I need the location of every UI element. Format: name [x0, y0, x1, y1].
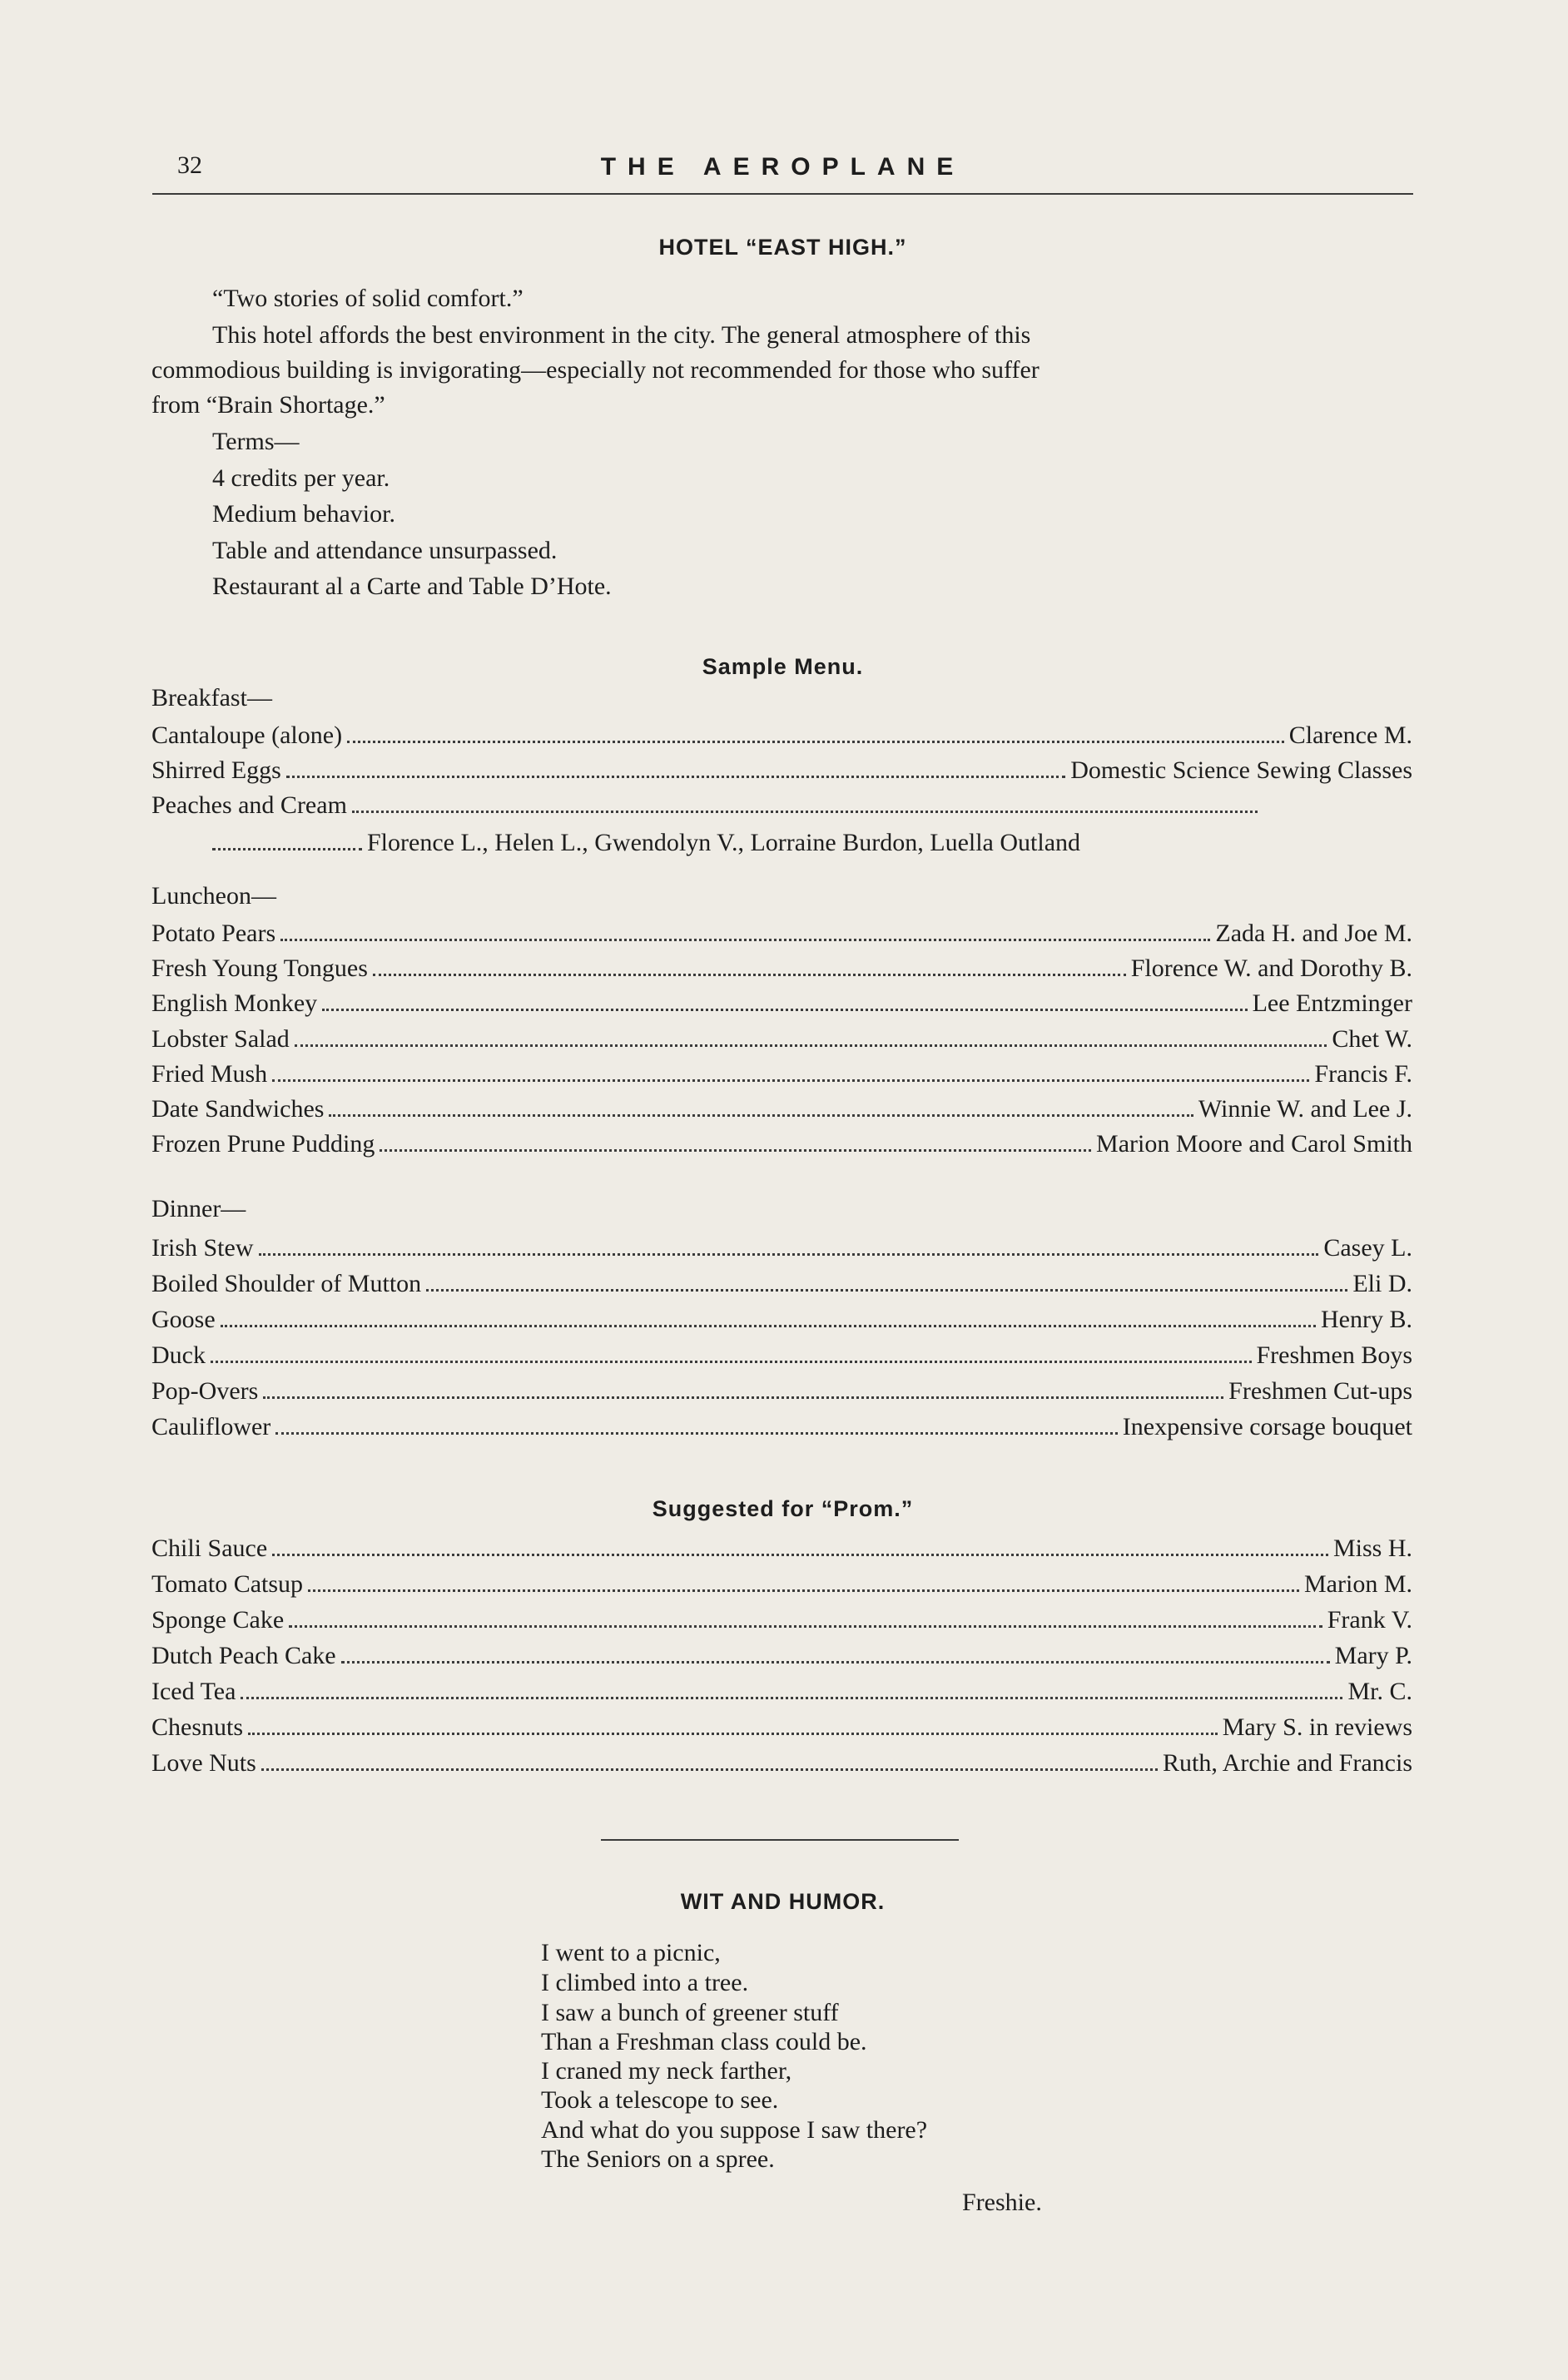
dot-leader [221, 1305, 1316, 1327]
terms-label: Terms— [212, 428, 300, 455]
dish-name: Frozen Prune Pudding [151, 1130, 375, 1158]
guest-name: Winnie W. and Lee J. [1198, 1095, 1412, 1123]
section-divider [601, 1839, 959, 1841]
dot-leader [352, 791, 1258, 813]
menu-entry [151, 1024, 1412, 1059]
menu-entry [151, 1677, 1412, 1712]
poem-line: Took a telescope to see. [541, 2086, 779, 2114]
guest-name: Frank V. [1327, 1606, 1412, 1634]
dish-name: Love Nuts [151, 1749, 256, 1777]
menu-entry [151, 1341, 1412, 1376]
poem-line: And what do you suppose I saw there? [541, 2116, 928, 2144]
guest-name: Ruth, Archie and Francis [1163, 1749, 1412, 1777]
menu-entry [151, 1412, 1412, 1447]
guest-name: Francis F. [1314, 1060, 1412, 1088]
dot-leader [308, 1569, 1299, 1592]
menu-entry [151, 1534, 1412, 1569]
journal-title: THE AEROPLANE [600, 153, 965, 181]
dish-name: Potato Pears [151, 920, 276, 947]
dish-name: Tomato Catsup [151, 1570, 304, 1598]
guest-name: Marion M. [1304, 1570, 1412, 1598]
menu-entry [151, 1305, 1412, 1340]
dot-leader [241, 1677, 1342, 1699]
menu-heading: Sample Menu. [702, 654, 864, 679]
hotel-tagline: “Two stories of solid comfort.” [212, 285, 523, 312]
wit-heading: WIT AND HUMOR. [680, 1889, 886, 1914]
page-number: 32 [177, 151, 202, 179]
poem-line: The Seniors on a spree. [541, 2145, 775, 2173]
dish-name: Irish Stew [151, 1234, 254, 1262]
guest-name: Lee Entzminger [1252, 989, 1412, 1017]
dish-name: Fried Mush [151, 1060, 268, 1088]
menu-entry [151, 989, 1412, 1024]
meal-label-breakfast: Breakfast— [151, 684, 272, 712]
guest-name: Florence L., Helen L., Gwendolyn V., Lorraine Burdon, Luella Outland [367, 829, 1081, 856]
dot-leader [426, 1269, 1347, 1292]
guest-name: Inexpensive corsage bouquet [1122, 1413, 1412, 1440]
guest-name: Marion Moore and Carol Smith [1096, 1130, 1412, 1158]
menu-entry [212, 828, 1412, 863]
menu-entry [151, 1713, 1412, 1748]
dish-name: Pop-Overs [151, 1377, 259, 1405]
guest-name: Domestic Science Sewing Classes [1070, 756, 1412, 784]
guest-name: Clarence M. [1288, 721, 1412, 749]
meal-label-luncheon: Luncheon— [151, 882, 276, 910]
dish-name: Goose [151, 1306, 216, 1333]
menu-entry [151, 919, 1412, 954]
menu-entry [151, 1376, 1412, 1411]
menu-entry [151, 1641, 1412, 1676]
dot-leader [275, 1412, 1117, 1435]
menu-entry [151, 1094, 1412, 1129]
poem-line: I climbed into a tree. [541, 1969, 749, 1996]
dot-leader [280, 919, 1210, 941]
menu-entry [151, 756, 1412, 791]
poem-line: I saw a bunch of greener stuff [541, 1999, 839, 2026]
guest-name: Miss H. [1332, 1535, 1412, 1562]
guest-name: Henry B. [1321, 1306, 1412, 1333]
menu-entry [151, 1605, 1412, 1640]
dish-name: Duck [151, 1341, 206, 1369]
menu-entry [151, 1269, 1412, 1304]
menu-entry [151, 1129, 1412, 1164]
dish-name: Peaches and Cream [151, 791, 347, 819]
dot-leader [211, 1341, 1252, 1363]
guest-name: Mary P. [1334, 1642, 1412, 1669]
dish-name: Cantaloupe (alone) [151, 721, 343, 749]
guest-name: Mr. C. [1347, 1678, 1412, 1705]
dish-name: Sponge Cake [151, 1606, 285, 1634]
menu-entry [151, 1059, 1412, 1094]
dish-name: Shirred Eggs [151, 756, 281, 784]
dot-leader [259, 1233, 1319, 1256]
dish-name: Chili Sauce [151, 1535, 268, 1562]
dish-name: Dutch Peach Cake [151, 1642, 336, 1669]
guest-name: Casey L. [1323, 1234, 1412, 1262]
hotel-heading: HOTEL “EAST HIGH.” [658, 235, 907, 260]
guest-name: Freshmen Boys [1256, 1341, 1412, 1369]
hotel-description-line: This hotel affords the best environment in the city. The general atmosphere of this [212, 321, 1031, 349]
dot-leader [373, 954, 1126, 976]
guest-name: Zada H. and Joe M. [1215, 920, 1412, 947]
dish-name: Chesnuts [151, 1713, 244, 1741]
poem-line: I craned my neck farther, [541, 2057, 792, 2085]
poem-line: I went to a picnic, [541, 1939, 721, 1966]
dot-leader [212, 828, 362, 850]
menu-entry [151, 791, 1263, 826]
dish-name: Boiled Shoulder of Mutton [151, 1270, 422, 1297]
dot-leader [286, 756, 1065, 778]
guest-name: Mary S. in reviews [1222, 1713, 1412, 1741]
menu-entry [151, 1233, 1412, 1268]
header-rule [152, 193, 1413, 195]
terms-item: 4 credits per year. [212, 464, 390, 492]
terms-item: Medium behavior. [212, 500, 395, 528]
dot-leader [272, 1534, 1328, 1556]
dot-leader [289, 1605, 1322, 1628]
guest-name: Eli D. [1352, 1270, 1412, 1297]
prom-heading: Suggested for “Prom.” [652, 1496, 914, 1521]
dot-leader [261, 1748, 1158, 1771]
menu-entry [151, 1748, 1412, 1783]
guest-name: Florence W. and Dorothy B. [1130, 954, 1412, 982]
hotel-description-line: commodious building is invigorating—especially not recommended for those who suffer [151, 356, 1040, 384]
poem-line: Than a Freshman class could be. [541, 2028, 867, 2055]
meal-label-dinner: Dinner— [151, 1195, 246, 1222]
running-head [152, 141, 1413, 200]
dot-leader [329, 1094, 1193, 1117]
dish-name: Fresh Young Tongues [151, 954, 368, 982]
dish-name: Cauliflower [151, 1413, 271, 1440]
poem-signature: Freshie. [962, 2189, 1042, 2216]
dot-leader [322, 989, 1247, 1011]
dish-name: Date Sandwiches [151, 1095, 325, 1123]
dot-leader [263, 1376, 1223, 1399]
dish-name: Iced Tea [151, 1678, 236, 1705]
menu-entry [151, 721, 1412, 756]
menu-entry [151, 954, 1412, 989]
terms-item: Table and attendance unsurpassed. [212, 537, 558, 564]
dot-leader [248, 1713, 1218, 1735]
dot-leader [347, 721, 1284, 743]
dot-leader [380, 1129, 1091, 1152]
dot-leader [295, 1024, 1327, 1047]
dish-name: English Monkey [151, 989, 318, 1017]
menu-entry [151, 1569, 1412, 1604]
hotel-description-line: from “Brain Shortage.” [151, 391, 385, 419]
dish-name: Lobster Salad [151, 1025, 290, 1053]
terms-item: Restaurant al a Carte and Table D’Hote. [212, 573, 612, 600]
dot-leader [341, 1641, 1330, 1664]
dot-leader [272, 1059, 1309, 1082]
guest-name: Freshmen Cut-ups [1228, 1377, 1412, 1405]
guest-name: Chet W. [1332, 1025, 1412, 1053]
